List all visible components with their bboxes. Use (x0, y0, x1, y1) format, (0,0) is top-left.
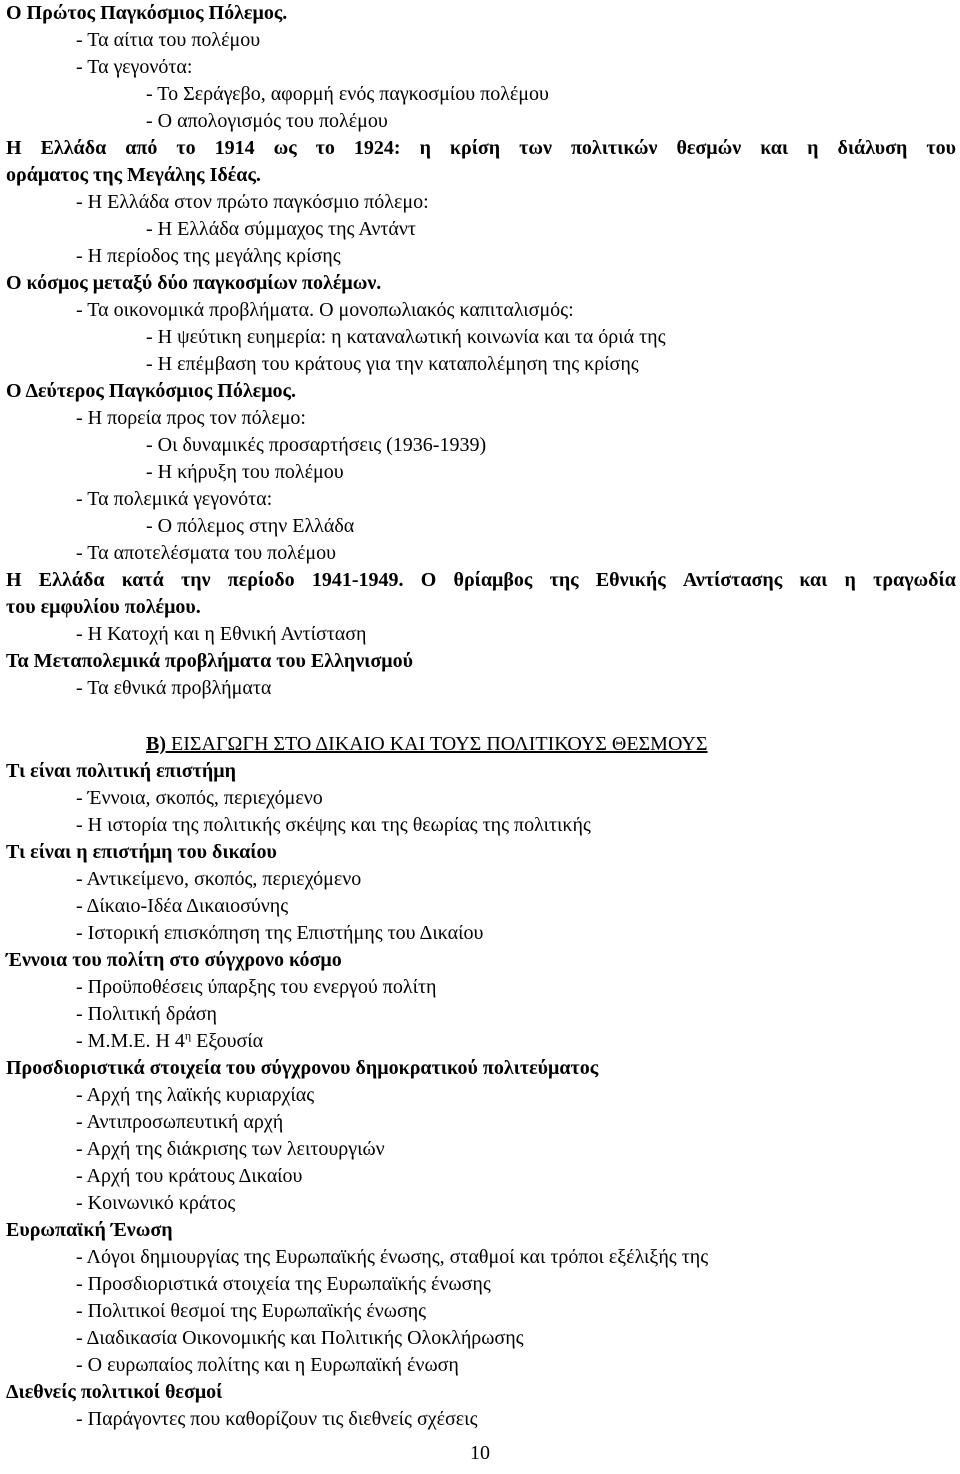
heading-word: θρίαμβος (453, 569, 533, 591)
list-item-media (76, 1028, 263, 1055)
section-b-prefix: Β) (146, 733, 166, 755)
heading-word: θεσμών (676, 137, 742, 159)
section-b-text: ΕΙΣΑΓΩΓΗ ΣΤΟ ΔΙΚΑΙΟ ΚΑΙ ΤΟΥΣ ΠΟΛΙΤΙΚΟΥΣ ΘΕΣΜΟΥΣ (166, 733, 708, 755)
list-item: - Τα αίτια του πολέμου (76, 29, 261, 51)
media-superscript: η (184, 1028, 192, 1043)
list-item: - Τα αποτελέσματα του πολέμου (76, 542, 336, 564)
heading-citizen: Έννοια του πολίτη στο σύγχρονο κόσμο (6, 949, 342, 971)
list-item: - Τα πολεμικά γεγονότα: (76, 488, 273, 510)
heading-interwar: Ο κόσμος μεταξύ δύο παγκοσμίων πολέμων. (6, 272, 382, 294)
list-item: - Ο απολογισμός του πολέμου (146, 110, 388, 132)
media-text-pre: - Μ.Μ.Ε. Η 4 (76, 1030, 185, 1052)
page-number: 10 (470, 1442, 490, 1464)
heading-word: της (549, 569, 579, 591)
heading-word: 1941-1949. (311, 569, 404, 591)
list-item: - Διαδικασία Οικονομικής και Πολιτικής Ολοκλήρωσης (76, 1327, 524, 1349)
list-item: - Η πορεία προς τον πόλεμο: (76, 407, 306, 429)
heading-word: περίοδο (227, 569, 295, 591)
heading-word: από (125, 137, 158, 159)
heading-democratic-regime: Προσδιοριστικά στοιχεία του σύγχρονου δημοκρατικού πολιτεύματος (6, 1057, 599, 1079)
heading-international-institutions: Διεθνείς πολιτικοί θεσμοί (6, 1381, 223, 1403)
list-item: - Πολιτικοί θεσμοί της Ευρωπαϊκής ένωσης (76, 1300, 427, 1322)
list-item: - Λόγοι δημιουργίας της Ευρωπαϊκής ένωσης, σταθμοί και τρόποι εξέλιξής της (76, 1246, 709, 1268)
media-text-post: Εξουσία (191, 1030, 264, 1052)
list-item: - Η Ελλάδα στον πρώτο παγκόσμιο πόλεμο: (76, 191, 429, 213)
heading-word: των (519, 137, 552, 159)
list-item: - Έννοια, σκοπός, περιεχόμενο (76, 787, 323, 809)
list-item: - Πολιτική δράση (76, 1003, 218, 1025)
heading-word: του (926, 137, 956, 159)
list-item: - Η ψεύτικη ευημερία: η καταναλωτική κοινωνία και τα όριά της (146, 326, 666, 348)
heading-greece-1914-1924 (6, 135, 956, 162)
heading-word: πολιτικών (570, 137, 658, 159)
list-item: - Ιστορική επισκόπηση της Επιστήμης του Δικαίου (76, 922, 484, 944)
list-item: - Αντικείμενο, σκοπός, περιεχόμενο (76, 868, 362, 890)
heading-word: Η (6, 137, 22, 159)
heading-word: η (419, 137, 431, 159)
list-item: - Η κήρυξη του πολέμου (146, 461, 344, 483)
heading-word: Η (6, 569, 22, 591)
heading-word: η (844, 569, 856, 591)
list-item: - Αρχή του κράτους Δικαίου (76, 1165, 303, 1187)
heading-word: κρίση (449, 137, 501, 159)
heading-word: ως (273, 137, 297, 159)
heading-word: την (181, 569, 211, 591)
heading-ww2: Ο Δεύτερος Παγκόσμιος Πόλεμος. (6, 380, 296, 402)
heading-word: διάλυση (837, 137, 908, 159)
list-item: - Τα εθνικά προβλήματα (76, 677, 272, 699)
list-item: - Ο ευρωπαίος πολίτης και η Ευρωπαϊκή ένωση (76, 1354, 459, 1376)
list-item: - Ο πόλεμος στην Ελλάδα (146, 515, 355, 537)
heading-word: κατά (121, 569, 164, 591)
section-b-title (146, 731, 708, 758)
heading-greece-1941-1949 (6, 567, 956, 594)
list-item: - Η Ελλάδα σύμμαχος της Αντάντ (146, 218, 416, 240)
list-item: - Οι δυναμικές προσαρτήσεις (1936-1939) (146, 434, 487, 456)
list-item: - Προϋποθέσεις ύπαρξης του ενεργού πολίτη (76, 976, 437, 998)
heading-continuation: οράματος της Μεγάλης Ιδέας. (6, 164, 261, 186)
heading-word: η (807, 137, 819, 159)
heading-law-science: Τι είναι η επιστήμη του δικαίου (6, 841, 277, 863)
heading-word: 1924: (353, 137, 401, 159)
list-item: - Το Σεράγεβο, αφορμή ενός παγκοσμίου πολέμου (146, 83, 549, 105)
list-item: - Τα γεγονότα: (76, 56, 193, 78)
list-item: - Αντιπροσωπευτική αρχή (76, 1111, 284, 1133)
list-item: - Παράγοντες που καθορίζουν τις διεθνείς σχέσεις (76, 1408, 478, 1430)
list-item: - Η περίοδος της μεγάλης κρίσης (76, 245, 341, 267)
list-item: - Κοινωνικό κράτος (76, 1192, 236, 1214)
heading-word: Ο (420, 569, 437, 591)
heading-word: 1914 (214, 137, 255, 159)
list-item: - Η ιστορία της πολιτικής σκέψης και της θεωρίας της πολιτικής (76, 814, 591, 836)
list-item: - Αρχή της διάκρισης των λειτουργιών (76, 1138, 385, 1160)
heading-word: Αντίστασης (682, 569, 783, 591)
heading-continuation: του εμφυλίου πολέμου. (6, 596, 201, 618)
list-item: - Η Κατοχή και η Εθνική Αντίσταση (76, 623, 367, 645)
list-item: - Τα οικονομικά προβλήματα. Ο μονοπωλιακός καπιταλισμός: (76, 299, 574, 321)
list-item: - Προσδιοριστικά στοιχεία της Ευρωπαϊκής ένωσης (76, 1273, 491, 1295)
heading-word: και (760, 137, 789, 159)
heading-postwar: Τα Μεταπολεμικά προβλήματα του Ελληνισμού (6, 650, 413, 672)
heading-ww1: Ο Πρώτος Παγκόσμιος Πόλεμος. (6, 2, 288, 24)
heading-political-science: Τι είναι πολιτική επιστήμη (6, 760, 236, 782)
list-item: - Δίκαιο-Ιδέα Δικαιοσύνης (76, 895, 289, 917)
heading-word: και (799, 569, 828, 591)
heading-word: Ελλάδα (38, 569, 105, 591)
heading-word: το (176, 137, 196, 159)
heading-word: Εθνικής (595, 569, 666, 591)
list-item: - Αρχή της λαϊκής κυριαρχίας (76, 1084, 315, 1106)
heading-european-union: Ευρωπαϊκή Ένωση (6, 1219, 173, 1241)
list-item: - Η επέμβαση του κράτους για την καταπολέμηση της κρίσης (146, 353, 639, 375)
heading-word: Ελλάδα (40, 137, 107, 159)
heading-word: το (315, 137, 335, 159)
heading-word: τραγωδία (873, 569, 956, 591)
